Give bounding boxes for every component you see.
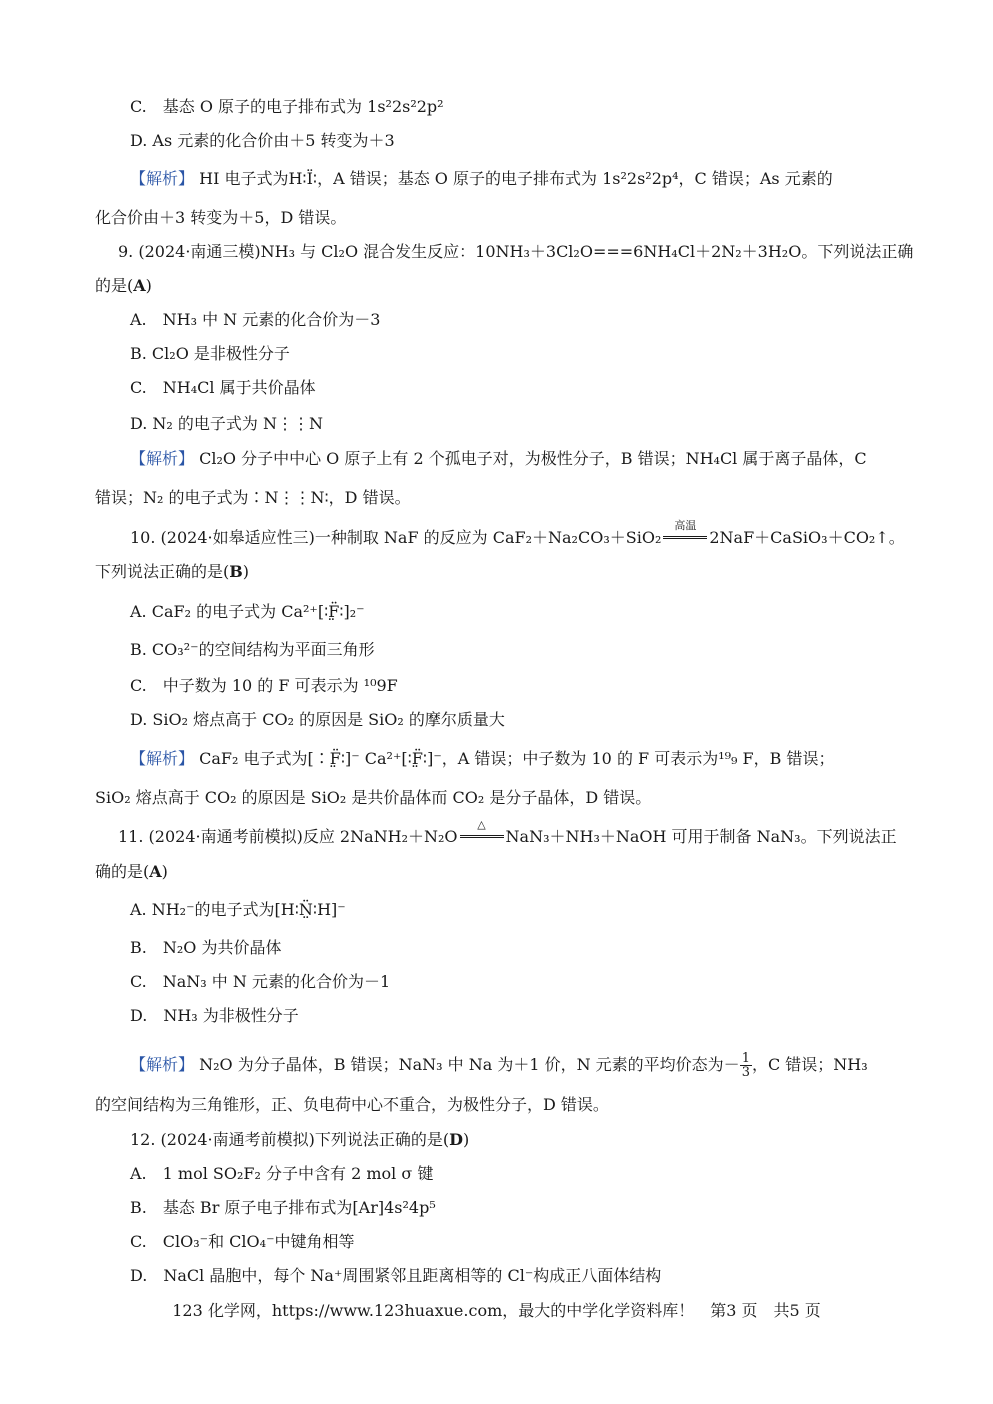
explanation-q8-line2: 化合价由＋3 转变为＋5，D 错误。 [95, 208, 347, 227]
question-11-stem-line1 [118, 818, 897, 849]
question-9-stem-line1: 9. (2024·南通三模)NH₃ 与 Cl₂O 混合发生反应：10NH₃＋3Cl₂O===6NH₄Cl＋2N₂＋3H₂O。下列说法正确 [118, 242, 914, 261]
explanation-text: HI 电子式为H∶Ï∶，A 错误；基态 O 原子的电子排布式为 1s²2s²2p⁴，C 错误；As 元素的 [199, 169, 833, 188]
explanation-q10-line1 [130, 747, 835, 771]
stem-text-2: 2NaF＋CaSiO₃＋CO₂↑。 [709, 528, 905, 547]
question-10-stem-line1 [130, 519, 905, 550]
question-12-option-c: C. ClO₃⁻和 ClO₄⁻中键角相等 [130, 1232, 355, 1251]
question-12-stem: 12. (2024·南通考前模拟)下列说法正确的是(D) [130, 1130, 470, 1149]
reaction-equals-sign [458, 818, 506, 849]
question-9-stem-line2: 的是(A) [95, 276, 152, 295]
question-11-option-b: B. N₂O 为共价晶体 [130, 938, 282, 957]
explanation-q11-line1 [130, 1052, 868, 1079]
stem-text: 的是( [95, 276, 134, 295]
page-footer: 123 化学网，https://www.123huaxue.com，最大的中学化学资料库！ 第3 页 共5 页 [172, 1301, 821, 1320]
fraction-numerator: 1 [741, 1051, 750, 1066]
fraction-denominator: 3 [741, 1065, 750, 1080]
explanation-tag: 【解析】 [130, 749, 195, 768]
question-12-option-b: B. 基态 Br 原子电子排布式为[Ar]4s²4p⁵ [130, 1198, 436, 1217]
stem-text: 12. (2024·南通考前模拟)下列说法正确的是( [130, 1130, 450, 1149]
stem-text: 10. (2024·如皋适应性三)一种制取 NaF 的反应为 CaF₂＋Na₂CO₃＋SiO₂ [130, 528, 662, 547]
question-12-option-a: A. 1 mol SO₂F₂ 分子中含有 2 mol σ 键 [130, 1164, 434, 1183]
question-10-stem-line2: 下列说法正确的是(B) [95, 562, 250, 581]
reaction-condition: 高温 [674, 519, 697, 532]
question-11-option-a: A. NH₂⁻的电子式为[H∶N̤̈∶H]⁻ [130, 900, 346, 919]
explanation-tag: 【解析】 [130, 1055, 195, 1074]
explanation-tag: 【解析】 [130, 449, 195, 468]
explanation-q10-line2: SiO₂ 熔点高于 CO₂ 的原因是 SiO₂ 是共价晶体而 CO₂ 是分子晶体，D 错误。 [95, 788, 652, 807]
question-10-option-a: A. CaF₂ 的电子式为 Ca²⁺[∶F̤̈∶]₂⁻ [130, 602, 365, 621]
option-c-q8: C. 基态 O 原子的电子排布式为 1s²2s²2p² [130, 97, 444, 116]
explanation-q8-line1 [130, 167, 833, 191]
question-11-option-c: C. NaN₃ 中 N 元素的化合价为－1 [130, 972, 391, 991]
question-12-option-d: D. NaCl 晶胞中，每个 Na⁺周围紧邻且距离相等的 Cl⁻构成正八面体结构 [130, 1266, 662, 1285]
explanation-text: Cl₂O 分子中中心 O 原子上有 2 个孤电子对，为极性分子，B 错误；NH₄Cl 属于离子晶体，C [199, 449, 867, 468]
stem-text-2: NaN₃＋NH₃＋NaOH 可用于制备 NaN₃。下列说法正 [505, 827, 897, 846]
stem-text: 11. (2024·南通考前模拟)反应 2NaNH₂＋N₂O [118, 827, 458, 846]
question-9-option-b: B. Cl₂O 是非极性分子 [130, 344, 290, 363]
explanation-text-2: ，C 错误；NH₃ [751, 1055, 868, 1074]
explanation-q9-line1 [130, 447, 867, 471]
question-9-option-c: C. NH₄Cl 属于共价晶体 [130, 378, 316, 397]
question-10-option-d: D. SiO₂ 熔点高于 CO₂ 的原因是 SiO₂ 的摩尔质量大 [130, 710, 505, 729]
explanation-text: CaF₂ 电子式为[∶F̤̈∶]⁻ Ca²⁺[∶F̤̈∶]⁻，A 错误；中子数为 10 的 F 可表示为¹⁹₉ F，B 错误； [199, 749, 835, 768]
reaction-condition: △ [477, 818, 486, 831]
answer-letter: D [449, 1130, 463, 1149]
explanation-text: N₂O 为分子晶体，B 错误；NaN₃ 中 Na 为＋1 价，N 元素的平均价态为－ [199, 1055, 740, 1074]
reaction-equals-sign [661, 519, 709, 550]
stem-text: 确的是( [95, 862, 150, 881]
explanation-q11-line2: 的空间结构为三角锥形，正、负电荷中心不重合，为极性分子，D 错误。 [95, 1095, 609, 1114]
fraction [740, 1052, 752, 1079]
explanation-q9-line2: 错误；N₂ 的电子式为∶N⋮⋮N∶，D 错误。 [95, 488, 411, 507]
option-d-q8: D. As 元素的化合价由＋5 转变为＋3 [130, 131, 395, 150]
question-10-option-b: B. CO₃²⁻的空间结构为平面三角形 [130, 640, 375, 659]
answer-letter: A [133, 276, 146, 295]
question-10-option-c: C. 中子数为 10 的 F 可表示为 ¹⁰9F [130, 676, 398, 695]
stem-text: 下列说法正确的是( [95, 562, 230, 581]
question-9-option-d: D. N₂ 的电子式为 N⋮⋮N [130, 414, 324, 433]
answer-letter: A [149, 862, 162, 881]
answer-letter: B [229, 562, 243, 581]
question-11-option-d: D. NH₃ 为非极性分子 [130, 1006, 299, 1025]
explanation-tag: 【解析】 [130, 169, 195, 188]
question-11-stem-line2: 确的是(A) [95, 862, 168, 881]
question-9-option-a: A. NH₃ 中 N 元素的化合价为－3 [130, 310, 381, 329]
